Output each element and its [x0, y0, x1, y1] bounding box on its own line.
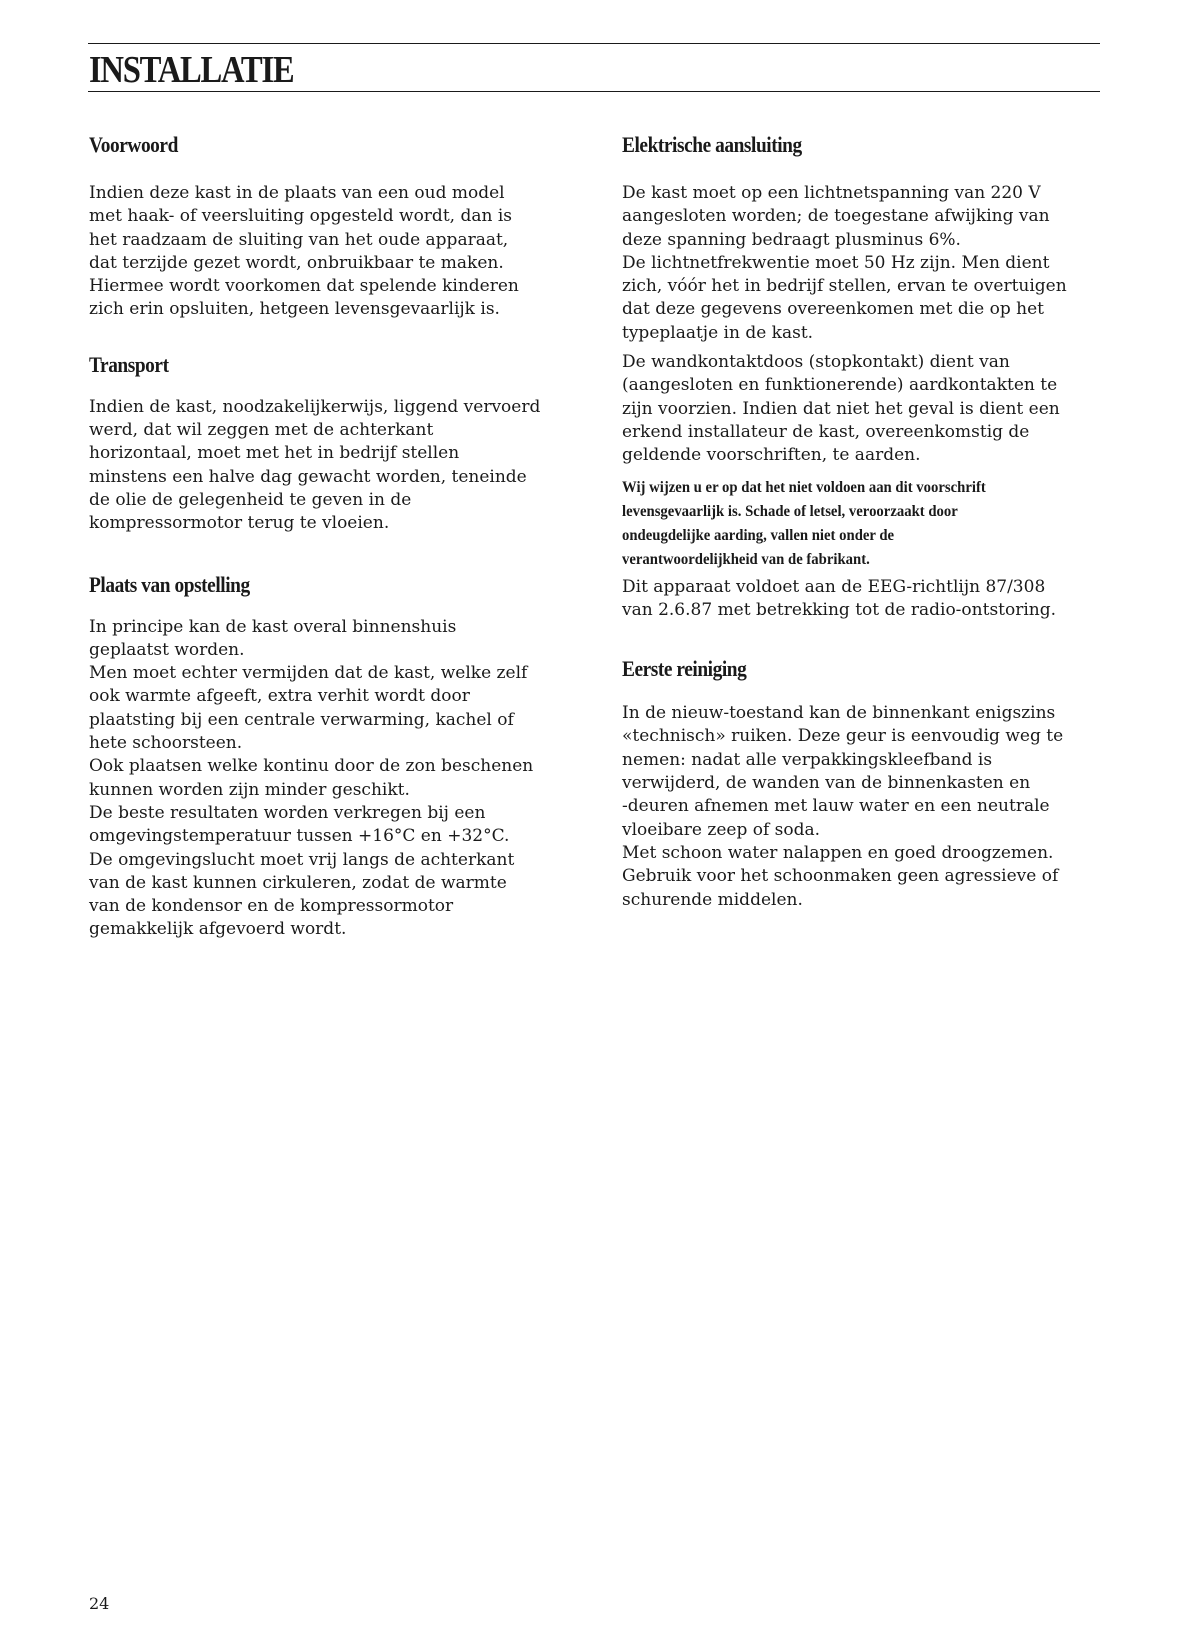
text-line: kunnen worden zijn minder geschikt. [89, 779, 410, 800]
text-line: -deuren afnemen met lauw water en een neutrale [622, 796, 1050, 817]
text-line: geplaatst worden. [89, 639, 245, 660]
text-line: van de kast kunnen cirkuleren, zodat de warmte [89, 872, 507, 893]
left-column [89, 132, 589, 942]
paragraph-eerste-reiniging [622, 702, 1097, 912]
text-line: Met schoon water nalappen en goed droogzemen. [622, 842, 1054, 863]
heading-plaats-van-opstelling: Plaats van opstelling [89, 571, 250, 597]
section-transport [89, 352, 589, 536]
warning-line: verantwoordelijkheid van de fabrikant. [622, 550, 870, 568]
text-line: het raadzaam de sluiting van het oude apparaat, [89, 229, 509, 250]
text-line: omgevingstemperatuur tussen +16°C en +32°C. [89, 826, 510, 847]
text-line: geldende voorschriften, te aarden. [622, 445, 921, 466]
text-line: zich erin opsluiten, hetgeen levensgevaarlijk is. [89, 299, 500, 320]
paragraph-aarding [622, 351, 1097, 467]
text-line: De lichtnetfrekwentie moet 50 Hz zijn. Men dient [622, 252, 1050, 273]
text-line: minstens een halve dag gewacht worden, teneinde [89, 466, 527, 487]
text-line: schurende middelen. [622, 889, 803, 910]
text-line: Dit apparaat voldoet aan de EEG-richtlijn 87/308 [622, 576, 1046, 597]
text-line: Men moet echter vermijden dat de kast, welke zelf [89, 663, 528, 684]
heading-voorwoord: Voorwoord [89, 132, 178, 157]
text-line: zich, vóór het in bedrijf stellen, ervan te overtuigen [622, 276, 1067, 297]
right-column [622, 132, 1097, 912]
text-line: In de nieuw-toestand kan de binnenkant enigszins [622, 703, 1056, 724]
warning-line: Wij wijzen u er op dat het niet voldoen aan dit voorschrift [622, 478, 986, 496]
text-line: van 2.6.87 met betrekking tot de radio-ontstoring. [622, 599, 1057, 620]
section-voorwoord [89, 132, 589, 322]
text-line: (aangesloten en funktionerende) aardkontakten te [622, 375, 1058, 396]
text-line: De kast moet op een lichtnetspanning van 220 V [622, 183, 1041, 203]
text-line: horizontaal, moet met het in bedrijf stellen [89, 443, 460, 464]
text-line: zijn voorzien. Indien dat niet het geval is dient een [622, 398, 1060, 419]
text-line: verwijderd, de wanden van de binnenkasten en [622, 773, 1031, 794]
text-line: plaatsting bij een centrale verwarming, kachel of [89, 709, 514, 730]
text-line: gemakkelijk afgevoerd wordt. [89, 919, 347, 940]
text-line: van de kondensor en de kompressormotor [89, 896, 454, 917]
paragraph-transport [89, 396, 589, 536]
text-line: kompressormotor terug te vloeien. [89, 513, 390, 534]
text-line: Gebruik voor het schoonmaken geen agressieve of [622, 866, 1059, 887]
warning-line: levensgevaarlijk is. Schade of letsel, veroorzaakt door [622, 502, 958, 520]
text-line: nemen: nadat alle verpakkingskleefband is [622, 749, 993, 770]
section-eerste-reiniging [622, 656, 1097, 912]
paragraph-voorwoord [89, 182, 589, 322]
heading-elektrische-aansluiting: Elektrische aansluiting [622, 132, 802, 157]
warning-notice [622, 476, 1097, 572]
top-rule [88, 43, 1100, 44]
text-line: vloeibare zeep of soda. [622, 819, 821, 840]
text-line: met haak- of veersluiting opgesteld wordt, dan is [89, 206, 512, 227]
heading-eerste-reiniging: Eerste reiniging [622, 656, 747, 682]
title-underline [88, 91, 1100, 92]
warning-line: ondeugdelijke aarding, vallen niet onder de [622, 526, 895, 544]
text-line: erkend installateur de kast, overeenkomstig de [622, 421, 1030, 442]
page-number: 24 [89, 1594, 110, 1613]
text-line: Hiermee wordt voorkomen dat spelende kinderen [89, 276, 519, 297]
text-line: dat deze gegevens overeenkomen met die op het [622, 299, 1044, 320]
text-line: Indien deze kast in de plaats van een oud model [89, 183, 505, 203]
text-line: hete schoorsteen. [89, 733, 243, 754]
text-line: aangesloten worden; de toegestane afwijking van [622, 206, 1050, 227]
text-line: «technisch» ruiken. Deze geur is eenvoudig weg te [622, 726, 1064, 747]
text-line: dat terzijde gezet wordt, onbruikbaar te maken. [89, 252, 504, 273]
text-line: Ook plaatsen welke kontinu door de zon beschenen [89, 756, 534, 777]
section-elektrische-aansluiting [622, 132, 1097, 622]
text-line: De beste resultaten worden verkregen bij een [89, 802, 486, 823]
text-line: werd, dat wil zeggen met de achterkant [89, 420, 434, 441]
text-line: Indien de kast, noodzakelijkerwijs, liggend vervoerd [89, 396, 541, 417]
paragraph-spanning [622, 182, 1097, 345]
page-title: INSTALLATIE [89, 49, 294, 91]
heading-transport: Transport [89, 351, 169, 377]
text-line: deze spanning bedraagt plusminus 6%. [622, 229, 961, 250]
section-plaats-van-opstelling [89, 572, 589, 942]
text-line: De wandkontaktdoos (stopkontakt) dient van [622, 352, 1010, 373]
paragraph-plaats-van-opstelling [89, 616, 589, 942]
text-line: de olie de gelegenheid te geven in de [89, 489, 412, 510]
text-line: typeplaatje in de kast. [622, 322, 814, 343]
text-line: De omgevingslucht moet vrij langs de achterkant [89, 849, 515, 870]
paragraph-eeg-richtlijn [622, 576, 1097, 623]
text-line: ook warmte afgeeft, extra verhit wordt door [89, 686, 470, 707]
text-line: In principe kan de kast overal binnenshuis [89, 616, 457, 637]
